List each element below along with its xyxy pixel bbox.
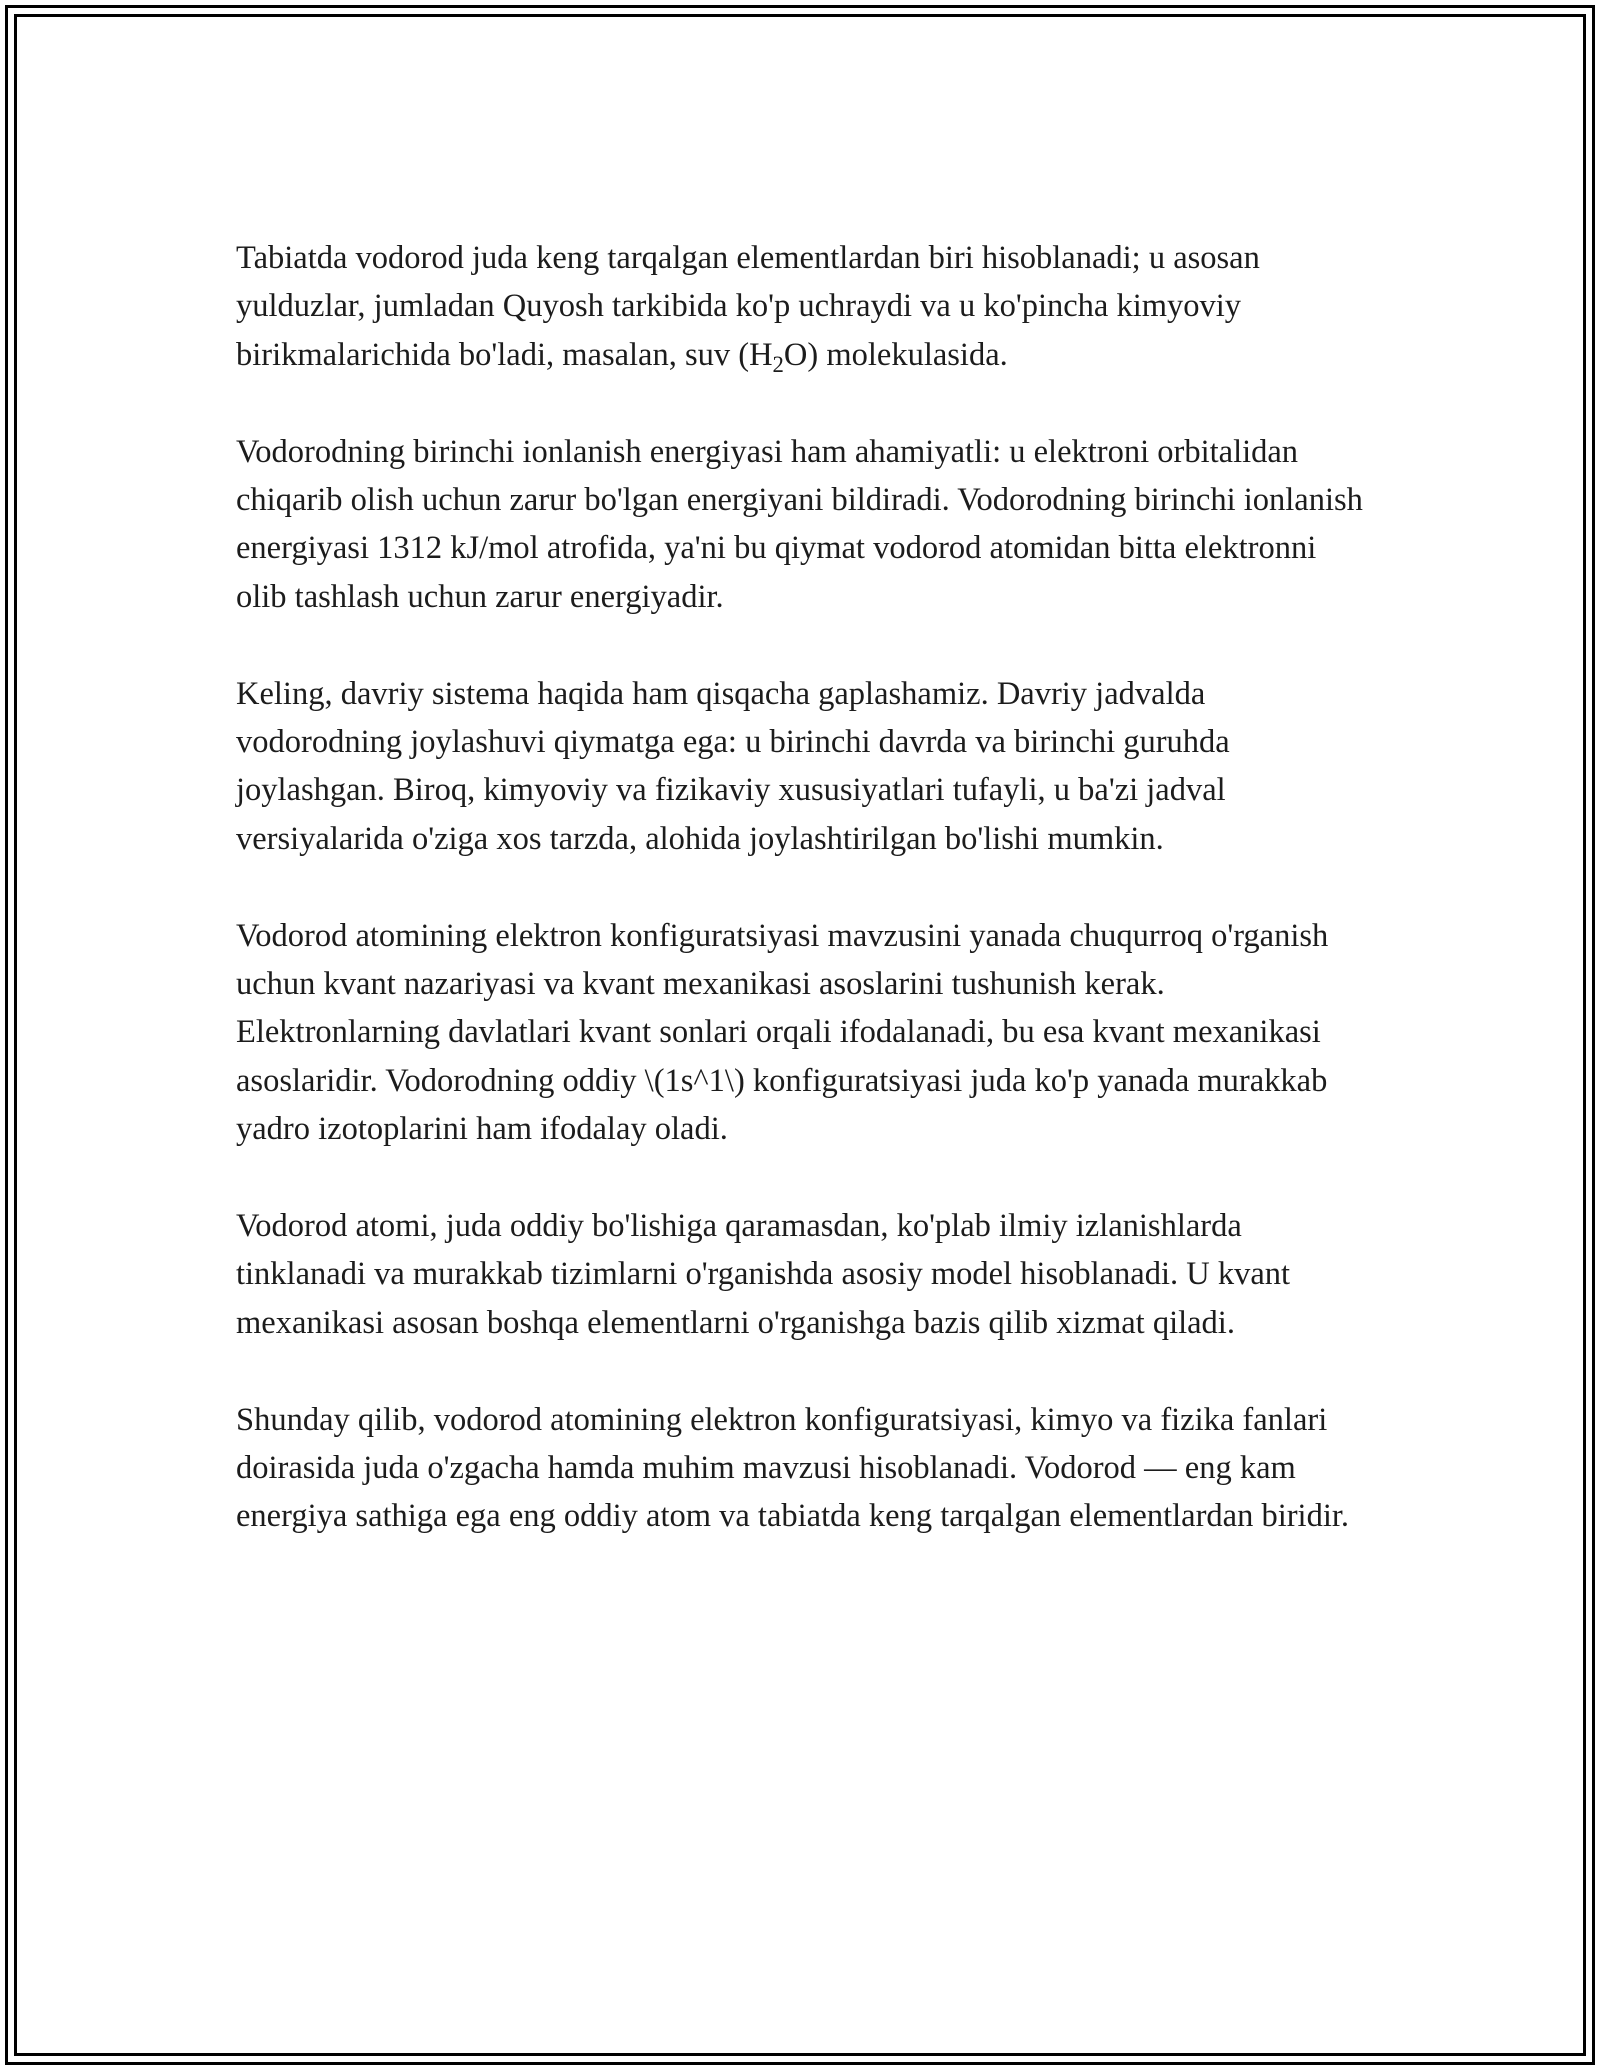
- paragraph-3: Keling, davriy sistema haqida ham qisqacha gaplashamiz. Davriy jadvalda vodorodning joylashuvi qiymatga ega: u birinchi davrda va birinchi guruhda joylashgan. Biroq, kimyoviy va fizikaviy xususiyatlari tufayli, u ba'zi jadval versiyalarida o'ziga xos tarzda, alohida joylashtirilgan bo'lishi mumkin.: [236, 675, 1230, 857]
- paragraph-1: [236, 234, 1371, 379]
- document-body: [236, 234, 1371, 1541]
- paragraph-6: Shunday qilib, vodorod atomining elektron konfiguratsiyasi, kimyo va fizika fanlari doirasida juda o'zgacha hamda muhim mavzusi hisoblanadi. Vodorod — eng kam energiya sathiga ega eng oddiy atom va tabiatda keng tarqalgan elementlardan biridir.: [236, 1401, 1350, 1535]
- paragraph-4: Vodorod atomining elektron konfiguratsiyasi mavzusini yanada chuqurroq o'rganish uchun kvant nazariyasi va kvant mexanikasi asoslarini tushunish kerak. Elektronlarning davlatlari kvant sonlari orqali ifodalanadi, bu esa kvant mexanikasi asoslaridir. Vodorodning oddiy \(1s^1\) konfiguratsiyasi juda ko'p yanada murakkab yadro izotoplarini ham ifodalay oladi.: [236, 917, 1329, 1148]
- paragraph-5: Vodorod atomi, juda oddiy bo'lishiga qaramasdan, ko'plab ilmiy izlanishlarda tinklanadi va murakkab tizimlarni o'rganishda asosiy model hisoblanadi. U kvant mexanikasi asosan boshqa elementlarni o'rganishga bazis qilib xizmat qiladi.: [236, 1208, 1291, 1341]
- water-subscript: 2: [772, 351, 784, 377]
- paragraph-1-text-start: Tabiatda vodorod juda keng tarqalgan elementlardan biri hisoblanadi; u asosan yulduzlar, jumladan Quyosh tarkibida ko'p uchraydi va u ko'pincha kimyoviy birikmalarichida bo'ladi, masalan, suv (H: [236, 240, 1260, 373]
- paragraph-1-text-end: O) molekulasida.: [783, 336, 1008, 373]
- paragraph-2: Vodorodning birinchi ionlanish energiyasi ham ahamiyatli: u elektroni orbitalidan chiqarib olish uchun zarur bo'lgan energiyani bildiradi. Vodorodning birinchi ionlanish energiyasi 1312 kJ/mol atrofida, ya'ni bu qiymat vodorod atomidan bitta elektronni olib tashlash uchun zarur energiyadir.: [236, 433, 1363, 615]
